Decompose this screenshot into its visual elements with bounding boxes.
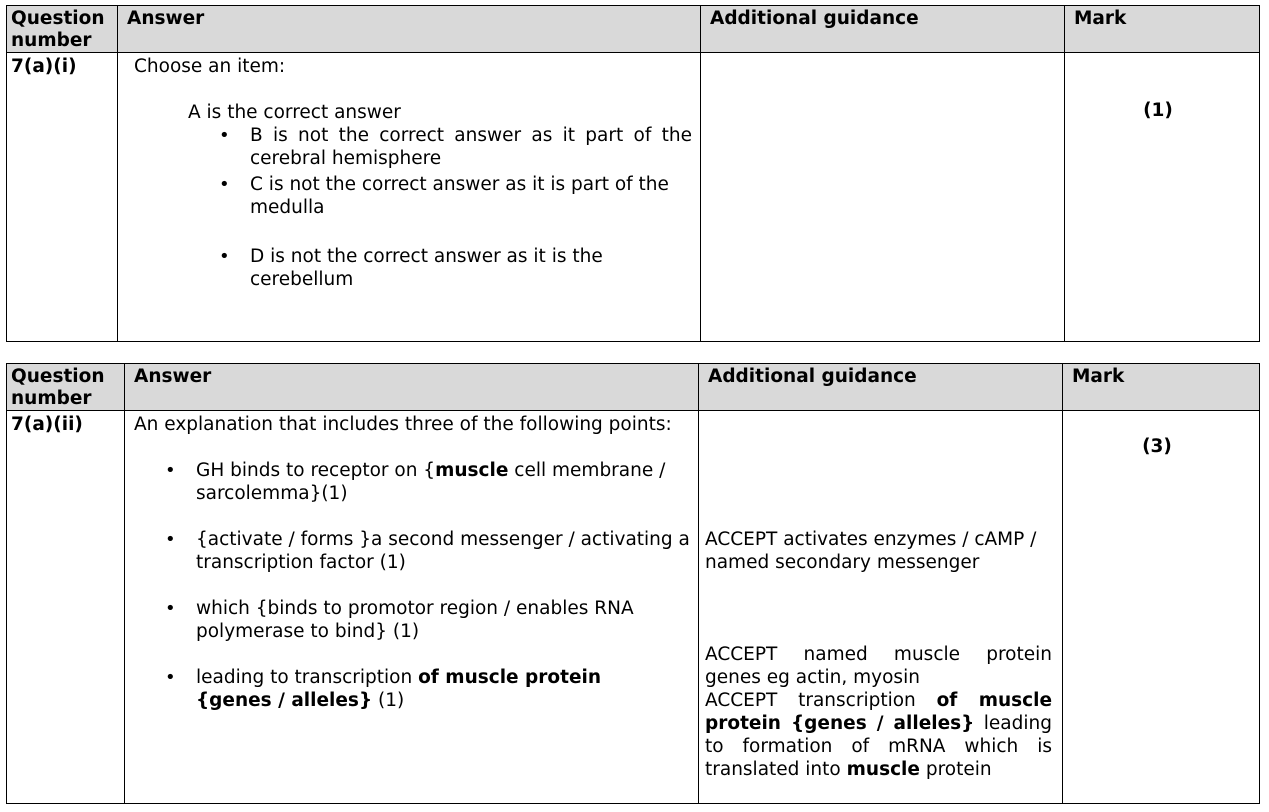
guidance-cell [701, 53, 1065, 342]
guidance-muscle-protein: ACCEPT named muscle protein genes eg actin, myosin ACCEPT transcription of muscle protein {genes / alleles} leading to formation of mRNA which is translated into muscle protein [705, 644, 1053, 780]
mark-scheme-table-7ai [6, 5, 1260, 342]
answer-intro: An explanation that includes three of the following points: [134, 414, 672, 435]
header-answer: Answer [125, 364, 699, 411]
list-item: • C is not the correct answer as it is part of the medulla [219, 174, 669, 218]
bullet-icon: • [165, 529, 176, 550]
guidance-second-messenger: ACCEPT activates enzymes / cAMP / named secondary messenger [705, 529, 1037, 573]
bullet-icon: • [219, 246, 230, 267]
mark-value: (3) [1063, 411, 1260, 804]
list-item: • {activate / forms }a second messenger / activating a transcription factor (1) [165, 529, 690, 573]
mark-scheme-table-7aii [6, 363, 1260, 804]
bullet-icon: • [219, 174, 230, 195]
header-question-number: Question number [7, 364, 125, 411]
list-item: • D is not the correct answer as it is the cerebellum [219, 246, 603, 290]
list-item: • leading to transcription of muscle protein {genes / alleles} (1) [165, 667, 602, 711]
question-number: 7(a)(i) [7, 53, 118, 342]
question-number: 7(a)(ii) [7, 411, 125, 804]
header-mark: Mark [1065, 6, 1260, 53]
mark-value: (1) [1065, 53, 1260, 342]
answer-cell [125, 411, 699, 804]
answer-points [134, 459, 690, 712]
list-item: • B is not the correct answer as it part of the cerebral hemisphere [219, 125, 692, 169]
answer-points [134, 124, 692, 291]
answer-intro: Choose an item: [134, 56, 286, 77]
guidance-cell [699, 411, 1063, 804]
correct-answer: A is the correct answer [188, 102, 401, 123]
bullet-icon: • [165, 598, 176, 619]
answer-cell [118, 53, 701, 342]
list-item: • GH binds to receptor on {muscle cell membrane / sarcolemma}(1) [165, 460, 666, 504]
bullet-icon: • [219, 125, 230, 146]
list-item: • which {binds to promotor region / enables RNA polymerase to bind} (1) [165, 598, 634, 642]
bullet-icon: • [165, 667, 176, 688]
header-question-number: Question number [7, 6, 118, 53]
header-answer: Answer [118, 6, 701, 53]
header-additional-guidance: Additional guidance [701, 6, 1065, 53]
header-additional-guidance: Additional guidance [699, 364, 1063, 411]
bullet-icon: • [165, 460, 176, 481]
header-mark: Mark [1063, 364, 1260, 411]
